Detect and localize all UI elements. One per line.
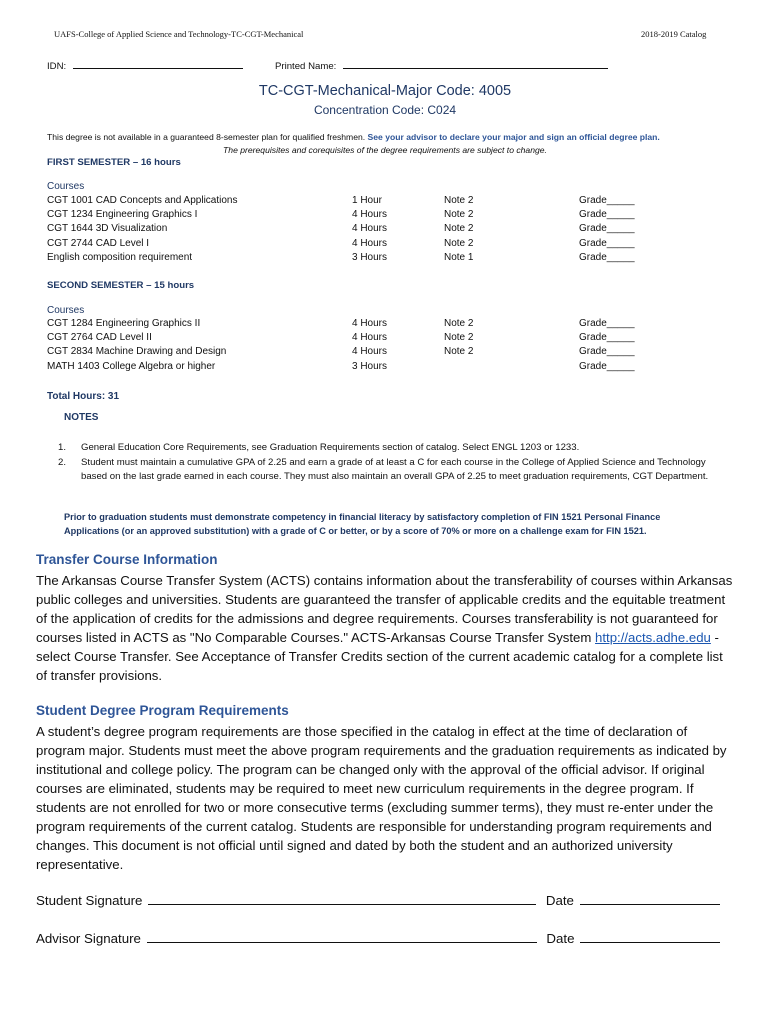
course-grade[interactable]: Grade_____	[579, 332, 635, 344]
student-date-line[interactable]	[580, 892, 720, 905]
student-signature-label: Student Signature	[36, 893, 143, 908]
advisor-signature-label: Advisor Signature	[36, 931, 141, 946]
idn-field[interactable]	[47, 59, 243, 72]
course-hours: 4 Hours	[352, 237, 388, 249]
advisor-signature-line[interactable]	[147, 930, 537, 943]
course-name: CGT 2764 CAD Level II	[47, 332, 152, 344]
course-note: Note 2	[444, 237, 474, 249]
advisor-date-label: Date	[546, 931, 575, 946]
course-grade[interactable]: Grade_____	[579, 251, 635, 263]
course-grade[interactable]: Grade_____	[579, 360, 635, 372]
note-item	[58, 456, 718, 484]
semester-2-heading: SECOND SEMESTER – 15 hours	[47, 280, 195, 291]
course-grade[interactable]: Grade_____	[579, 237, 635, 249]
acts-link[interactable]: http://acts.adhe.edu	[595, 630, 711, 645]
course-name: CGT 1284 Engineering Graphics II	[47, 318, 201, 329]
course-name: English composition requirement	[47, 251, 193, 263]
transfer-text-after: -select Course Transfer. See Acceptance of Transfer Credits section of the current academic catalog for a complete list of transfer provisions.	[36, 630, 723, 683]
course-name: CGT 1644 3D Visualization	[47, 223, 168, 235]
course-name: MATH 1403 College Algebra or higher	[47, 360, 216, 372]
idn-label: IDN:	[47, 61, 67, 72]
course-name: CGT 2834 Machine Drawing and Design	[47, 346, 227, 358]
course-hours: 3 Hours	[352, 251, 388, 263]
transfer-heading: Transfer Course Information	[36, 552, 218, 567]
requirements-paragraph: A student’s degree program requirements are those specified in the catalog in effect at the time of declaration of program major. Students must meet the above program requirements and the graduation requirements as indicated by institutional and college policy. The program can be changed only with the approval of the official advisor. If original courses are eliminated, students may be required to meet new curriculum requirements in the degree program. If students are not enrolled for two or more consecutive terms (excluding summer terms), they must re-enter under the program requirements of the current catalog. Students are responsible for understanding program requirements and changes. This document is not official until signed and dated by both the student and an authorized university representative.	[36, 724, 727, 872]
semester-2-courses-label: Courses	[47, 305, 85, 316]
course-name: CGT 1234 Engineering Graphics I	[47, 209, 198, 221]
note-number: 2.	[58, 457, 67, 468]
printed-name-label: Printed Name:	[275, 61, 337, 72]
advisor-signature-row	[36, 930, 720, 946]
course-note: Note 2	[444, 332, 474, 344]
note-text: General Education Core Requirements, see Graduation Requirements section of catalog. Select ENGL 1203 or 1233.	[81, 442, 580, 453]
course-grade[interactable]: Grade_____	[579, 318, 635, 329]
course-name: CGT 1001 CAD Concepts and Applications	[47, 195, 238, 206]
course-note: Note 2	[444, 195, 474, 206]
advisor-date-line[interactable]	[580, 930, 720, 943]
course-grade[interactable]: Grade_____	[579, 223, 635, 235]
course-hours: 4 Hours	[352, 346, 388, 358]
note-number: 1.	[58, 442, 67, 453]
note-text: Student must maintain a cumulative GPA of 2.25 and earn a grade of at least a C for each course in the College of Applied Science and Technology based on the last grade earned in each course. They must also maintain an overall GPA of 2.25 to meet graduation requirements, CGT Department.	[81, 457, 709, 482]
course-grade[interactable]: Grade_____	[579, 346, 635, 358]
note-item	[58, 441, 718, 455]
course-name: CGT 2744 CAD Level I	[47, 237, 150, 249]
course-note: Note 2	[444, 318, 474, 329]
course-note: Note 1	[444, 251, 474, 263]
course-grade[interactable]: Grade_____	[579, 209, 635, 221]
course-hours: 4 Hours	[352, 332, 388, 344]
student-signature-row	[36, 892, 720, 908]
intro-plain: This degree is not available in a guaranteed 8-semester plan for qualified freshmen.	[47, 132, 366, 142]
page-title: TC-CGT-Mechanical-Major Code: 4005	[258, 83, 512, 99]
course-grade[interactable]: Grade_____	[579, 195, 635, 206]
course-hours: 4 Hours	[352, 223, 388, 235]
course-hours: 4 Hours	[352, 318, 388, 329]
notes-list	[58, 441, 718, 485]
total-hours: Total Hours: 31	[47, 391, 120, 402]
semester-1-courses-label: Courses	[47, 181, 85, 192]
transfer-text-before: The Arkansas Course Transfer System (ACTS) contains information about the transferability of courses within Arkansas public colleges and universities. Students are guaranteed the transfer of applicable credits and the equitable treatment of the application of credits for the admissions and degree requirements. Courses transferability is not guaranteed for courses listed in ACTS as "No Comparable Courses." ACTS-Arkansas Course Transfer System	[36, 573, 733, 645]
printed-name-field[interactable]	[275, 59, 608, 72]
financial-literacy-note: Prior to graduation students must demonstrate competency in financial literacy by satisfactory completion of FIN 1521 Personal Finance Applications (or an approved substitution) with a grade of C or better, or by a score of 70% or more on a challenge exam for FIN 1521.	[64, 512, 661, 536]
course-hours: 4 Hours	[352, 209, 388, 221]
student-signature-line[interactable]	[148, 892, 536, 905]
course-note: Note 2	[444, 223, 474, 235]
course-note: Note 2	[444, 346, 474, 358]
idn-line[interactable]	[73, 59, 243, 69]
header-left: UAFS-College of Applied Science and Technology-TC-CGT-Mechanical	[54, 29, 304, 39]
header-right: 2018-2019 Catalog	[641, 29, 707, 39]
printed-name-line[interactable]	[343, 59, 608, 69]
course-hours: 1 Hour	[352, 195, 383, 206]
student-date-label: Date	[545, 893, 574, 908]
course-note: Note 2	[444, 209, 474, 221]
intro-line	[47, 132, 660, 142]
transfer-paragraph	[36, 571, 736, 685]
notes-heading: NOTES	[64, 412, 99, 423]
semester-1-heading: FIRST SEMESTER – 16 hours	[47, 157, 181, 168]
course-hours: 3 Hours	[352, 360, 388, 372]
requirements-heading: Student Degree Program Requirements	[36, 703, 289, 718]
intro-italic: The prerequisites and corequisites of the degree requirements are subject to change.	[223, 145, 547, 155]
concentration-code: Concentration Code: C024	[313, 103, 457, 117]
intro-bold: See your advisor to declare your major and sign an official degree plan.	[367, 132, 660, 142]
